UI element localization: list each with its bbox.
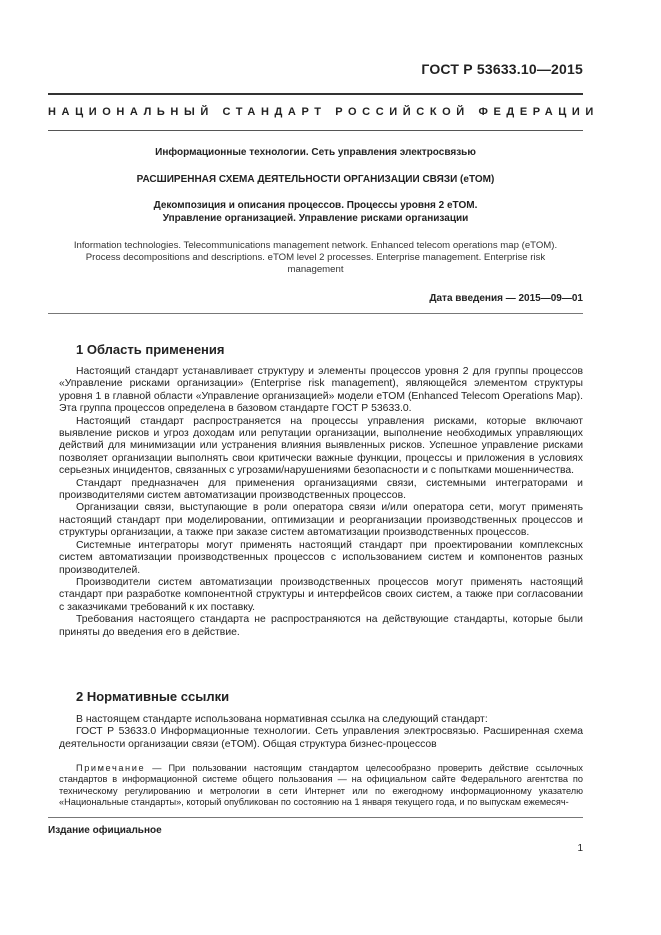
section1-paragraph: Настоящий стандарт устанавливает структуру и элементы процессов уровня 2 для группы процессов «Управление рисками организации» (Enterprise risk management), являющейся элементом структуры уровня 1 в главной области «Управление организацией» модели eTOM (Enhanced Telecom Operations Map). Эта группа процессов определена в базовом стандарте ГОСТ Р 53633.0. [59,366,583,415]
title-en-line3: management [287,264,344,275]
section1-paragraph: Настоящий стандарт распространяется на процессы управления рисками, которые включают выявление рисков и угроз доходам или репутации организации, выполнение необходимых управляющих действий для минимизации или устранения влияния выявленных рисков. Успешное управление рисками позволяет организации выполнять свои критически важные функции, процессы и приложения в условиях серьезных инцидентов, связанных с угрозами/нарушениями безопасности и с попытками мошенничества. [59,415,583,477]
title-sub-line1: Декомпозиция и описания процессов. Процессы уровня 2 eTOM. [153,200,478,211]
note-text: — При пользовании настоящим стандартом целесообразно проверить действие ссылочных стандартов в информационной системе общего пользования — на официальном сайте Федерального агентства по техническому регулированию и метрологии в сети Интернет или по ежегодному информационному указателю «Национальные стандарты», который опубликован по состоянию на 1 января текущего года, и по выпускам ежемесяч- [59,763,583,807]
title-en-line2: Process decompositions and descriptions. eTOM level 2 processes. Enterprise management. Enterprise risk [85,252,546,263]
note [59,763,583,808]
section1-paragraph: Производители систем автоматизации производственных процессов могут применять настоящий стандарт при разработке компонентной структуры и интерфейсов своих систем, а также при согласовании с заказчиками требований к их поставку. [59,576,583,613]
section2-body [59,714,583,751]
title-main: РАСШИРЕННАЯ СХЕМА ДЕЯТЕЛЬНОСТИ ОРГАНИЗАЦИИ СВЯЗИ (eTOM) [136,174,495,185]
section1-heading: 1 Область применения [76,342,225,357]
section2-heading: 2 Нормативные ссылки [76,689,230,704]
date-rule [48,313,583,314]
header-rule [48,93,583,95]
section1-body [59,366,583,639]
note-label: Примечание [76,763,146,773]
gost-number: ГОСТ Р 53633.10—2015 [421,61,583,77]
section1-paragraph: Системные интеграторы могут применять настоящий стандарт при проектировании комплексных систем автоматизации производственных процессов с использованием систем и компонентов разных производителей. [59,539,583,576]
footer-rule [48,817,583,818]
title-general: Информационные технологии. Сеть управления электросвязью [155,147,476,158]
introduction-date: Дата введения — 2015—09—01 [429,293,583,304]
national-standard-banner: НАЦИОНАЛЬНЫЙ СТАНДАРТ РОССИЙСКОЙ ФЕДЕРАЦИИ [48,106,599,118]
section1-paragraph: Стандарт предназначен для применения организациями связи, системными интеграторами и производителями систем автоматизации производственных процессов. [59,477,583,502]
title-sub-line2: Управление организацией. Управление рисками организации [162,213,469,224]
section1-paragraph: Организации связи, выступающие в роли оператора связи и/или оператора сети, могут применять настоящий стандарт при моделировании, оптимизации и реорганизации производственных процессов и структуры организации, а также при заказе систем автоматизации производственных процессов. [59,502,583,539]
page-number: 1 [577,843,583,854]
edition-label: Издание официальное [48,825,162,836]
banner-rule [48,130,583,131]
section2-paragraph: В настоящем стандарте использована нормативная ссылка на следующий стандарт: [76,714,488,725]
title-en-line1: Information technologies. Telecommunications management network. Enhanced telecom operations map (eTOM). [73,240,558,251]
section1-paragraph: Требования настоящего стандарта не распространяются на действующие стандарты, которые были приняты до введения его в действие. [59,614,583,638]
section2-reference: ГОСТ Р 53633.0 Информационные технологии. Сеть управления электросвязью. Расширенная схема деятельности организации связи (eTOM). Общая структура бизнес-процессов [59,726,583,750]
